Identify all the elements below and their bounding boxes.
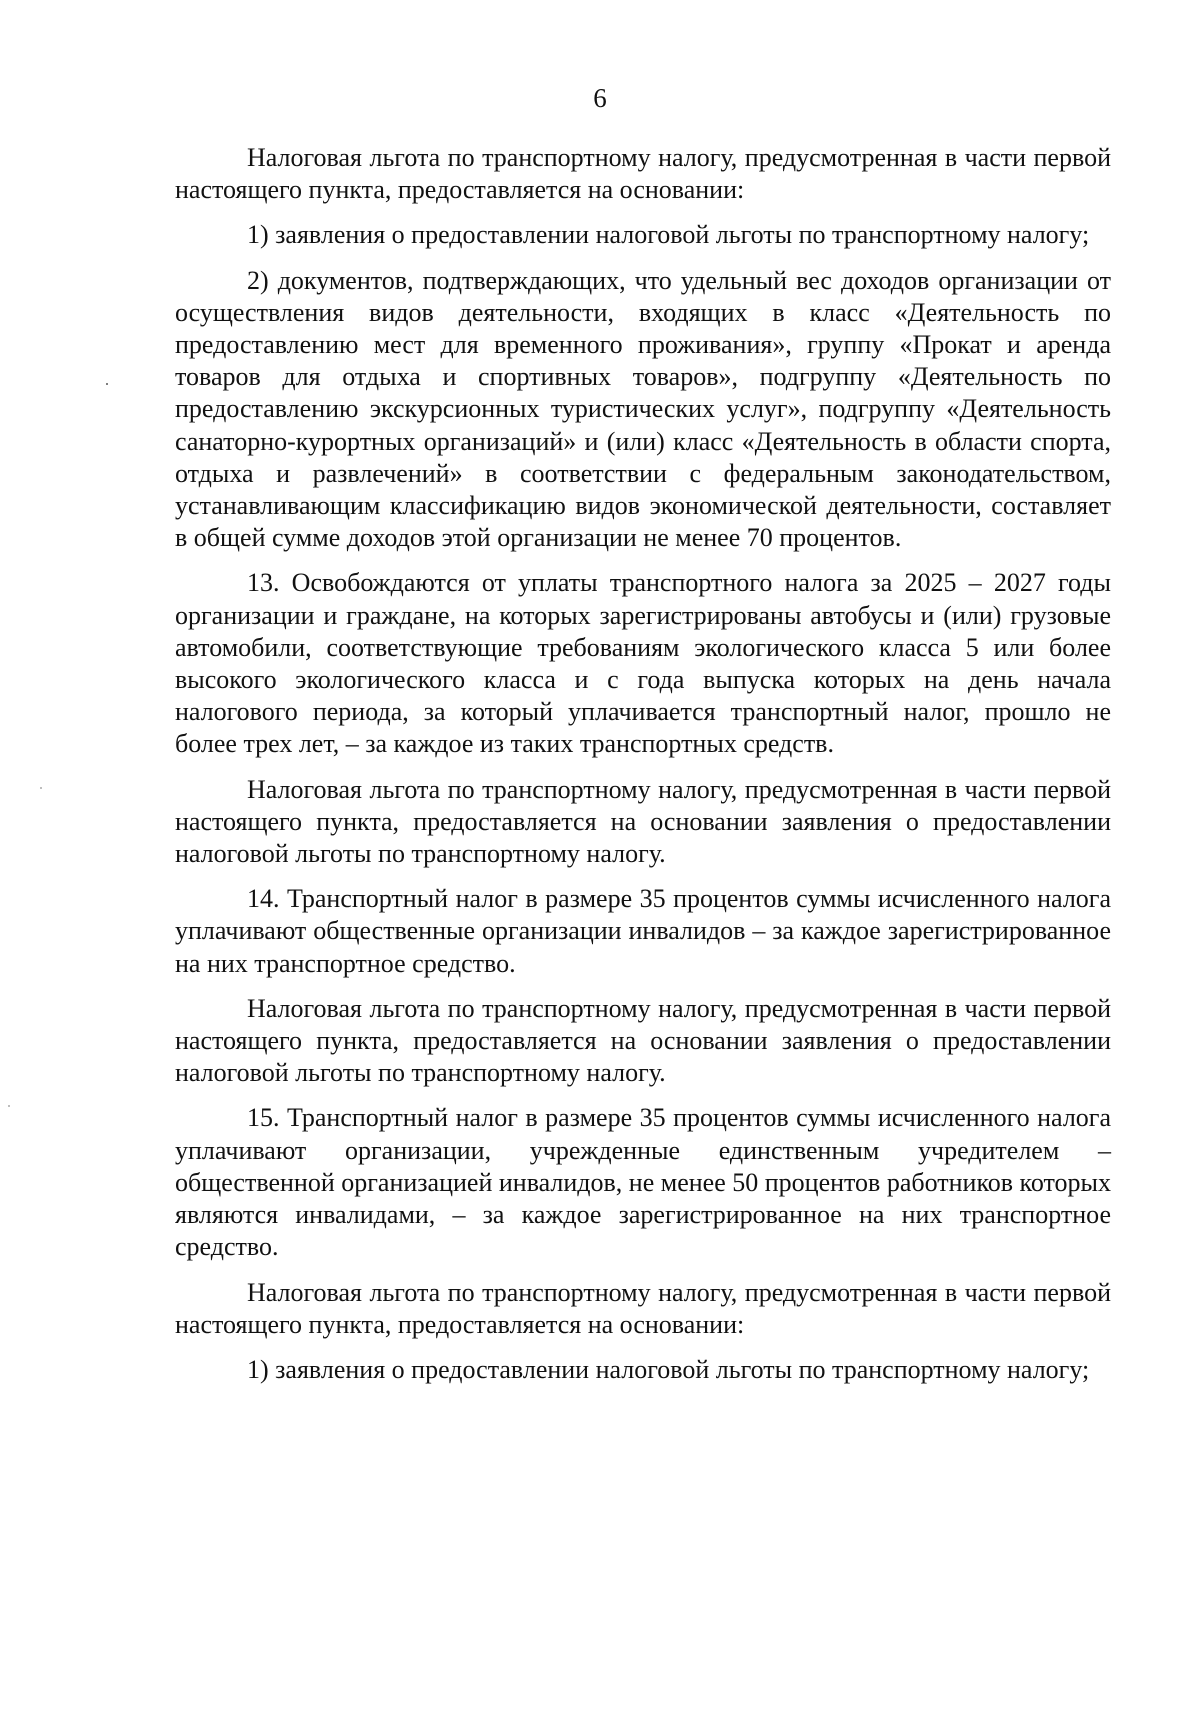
paragraph: Налоговая льгота по транспортному налогу, предусмотренная в части первой настоящего пункта, предоставляется на основании: xyxy=(175,143,1111,205)
scan-speck xyxy=(8,1105,10,1107)
document-body xyxy=(175,142,1111,1399)
paragraph: 14. Транспортный налог в размере 35 процентов суммы исчисленного налога уплачивают общественные организации инвалидов – за каждое зарегистрированное на них транспортное средство. xyxy=(175,884,1111,978)
paragraph: 15. Транспортный налог в размере 35 процентов суммы исчисленного налога уплачивают организации, учрежденные единственным учредителем – общественной организацией инвалидов, не менее 50 процентов работников которых являются инвалидами, – за каждое зарегистрированное на них транспортное средство. xyxy=(175,1103,1111,1262)
paragraph: 2) документов, подтверждающих, что удельный вес доходов организации от осуществления видов деятельности, входящих в класс «Деятельность по предоставлению мест для временного проживания», группу «Прокат и аренда товаров для отдыха и спортивных товаров», подгруппу «Деятельность по предоставлению экскурсионных туристических услуг», подгруппу «Деятельность санаторно-курортных организаций» и (или) класс «Деятельность в области спорта, отдыха и развлечений» в соответствии с федеральным законодательством, устанавливающим классификацию видов экономической деятельности, составляет в общей сумме доходов этой организации не менее 70 процентов. xyxy=(175,265,1111,553)
scan-speck xyxy=(40,787,42,789)
paragraph: 1) заявления о предоставлении налоговой льготы по транспортному налогу; xyxy=(247,1354,1090,1384)
paragraph: 13. Освобождаются от уплаты транспортного налога за 2025 – 2027 годы организации и граждане, на которых зарегистрированы автобусы и (или) грузовые автомобили, соответствующие требованиям экологического класса 5 или более высокого экологического класса и с года выпуска которых на день начала налогового периода, за который уплачивается транспортный налог, прошло не более трех лет, – за каждое из таких транспортных средств. xyxy=(175,568,1111,759)
paragraph: Налоговая льгота по транспортному налогу, предусмотренная в части первой настоящего пункта, предоставляется на основании заявления о предоставлении налоговой льготы по транспортному налогу. xyxy=(175,993,1111,1088)
paragraph: Налоговая льгота по транспортному налогу, предусмотренная в части первой настоящего пункта, предоставляется на основании заявления о предоставлении налоговой льготы по транспортному налогу. xyxy=(175,774,1111,869)
paragraph: 1) заявления о предоставлении налоговой льготы по транспортному налогу; xyxy=(247,220,1090,250)
scan-speck xyxy=(106,383,108,385)
paragraph: Налоговая льгота по транспортному налогу, предусмотренная в части первой настоящего пункта, предоставляется на основании: xyxy=(175,1277,1111,1339)
page-number: 6 xyxy=(593,83,607,113)
